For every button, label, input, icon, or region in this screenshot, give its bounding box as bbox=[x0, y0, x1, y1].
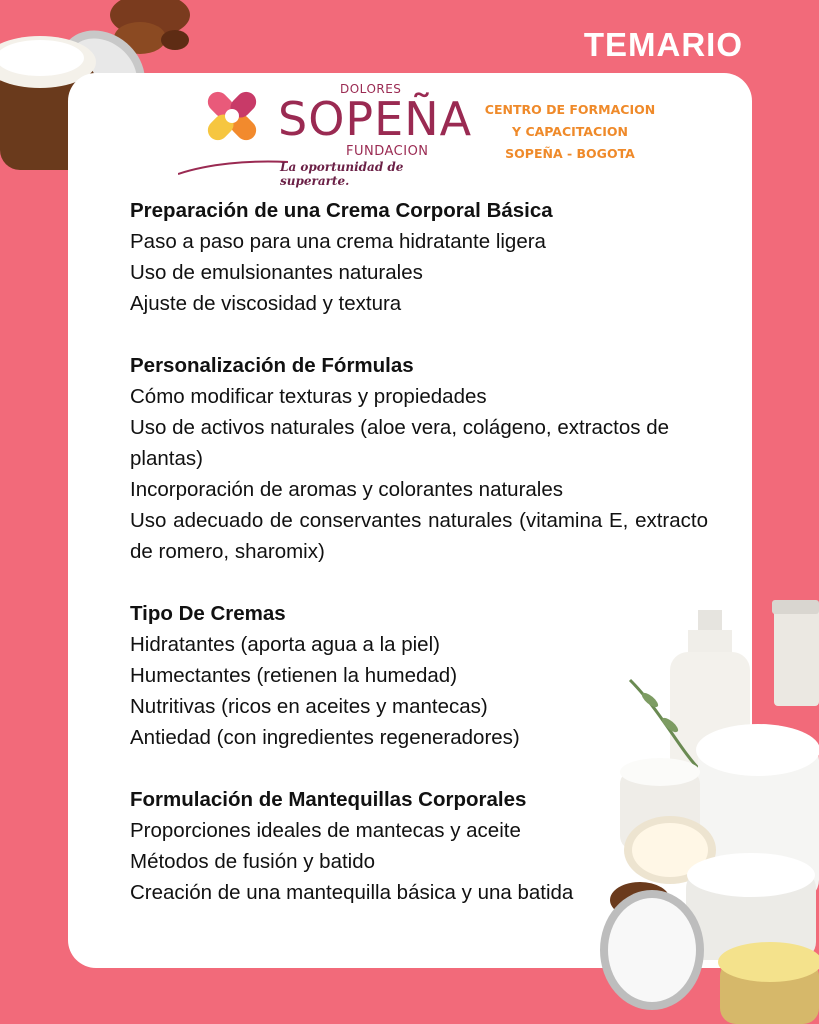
section-item: Incorporación de aromas y colorantes naturales bbox=[130, 478, 564, 501]
syllabus-section bbox=[130, 195, 708, 319]
centro-info bbox=[470, 99, 670, 165]
logo-tagline: La oportunidad de superarte. bbox=[280, 160, 404, 188]
section-item: Uso adecuado de conservantes naturales (vitamina E, extracto de romero, sharomix) bbox=[130, 509, 708, 563]
section-title: Personalización de Fórmulas bbox=[130, 354, 414, 377]
sopena-x-logo-icon bbox=[196, 80, 268, 152]
logo-sub-text: FUNDACION bbox=[346, 144, 429, 159]
section-title: Preparación de una Crema Corporal Básica bbox=[130, 199, 553, 222]
section-item: Humectantes (retienen la humedad) bbox=[130, 664, 458, 687]
centro-line: SOPEÑA - BOGOTA bbox=[505, 146, 635, 161]
page-title: TEMARIO bbox=[583, 26, 743, 63]
centro-line: Y CAPACITACION bbox=[512, 124, 628, 139]
section-item: Uso de activos naturales (aloe vera, colágeno, extractos de plantas) bbox=[130, 416, 669, 470]
section-item: Proporciones ideales de mantecas y aceite bbox=[130, 819, 521, 842]
syllabus-content bbox=[130, 195, 708, 939]
section-item: Ajuste de viscosidad y textura bbox=[130, 292, 402, 315]
section-item: Hidratantes (aporta agua a la piel) bbox=[130, 633, 440, 656]
centro-line: CENTRO DE FORMACION bbox=[484, 102, 656, 117]
section-item: Paso a paso para una crema hidratante ligera bbox=[130, 230, 546, 253]
fundacion-sopena-logo bbox=[196, 80, 476, 188]
logo-top-text: DOLORES bbox=[340, 82, 402, 96]
section-item: Creación de una mantequilla básica y una batida bbox=[130, 881, 574, 904]
section-title: Tipo De Cremas bbox=[130, 602, 286, 625]
syllabus-section bbox=[130, 598, 708, 753]
section-item: Métodos de fusión y batido bbox=[130, 850, 376, 873]
logo-name: SOPEÑA bbox=[278, 92, 473, 146]
section-item: Nutritivas (ricos en aceites y mantecas) bbox=[130, 695, 488, 718]
syllabus-section bbox=[130, 784, 708, 908]
syllabus-section bbox=[130, 350, 708, 567]
section-item: Uso de emulsionantes naturales bbox=[130, 261, 423, 284]
section-item: Cómo modificar texturas y propiedades bbox=[130, 385, 487, 408]
logo-swoosh-decoration bbox=[178, 156, 288, 176]
section-title: Formulación de Mantequillas Corporales bbox=[130, 788, 527, 811]
section-item: Antiedad (con ingredientes regeneradores) bbox=[130, 726, 520, 749]
